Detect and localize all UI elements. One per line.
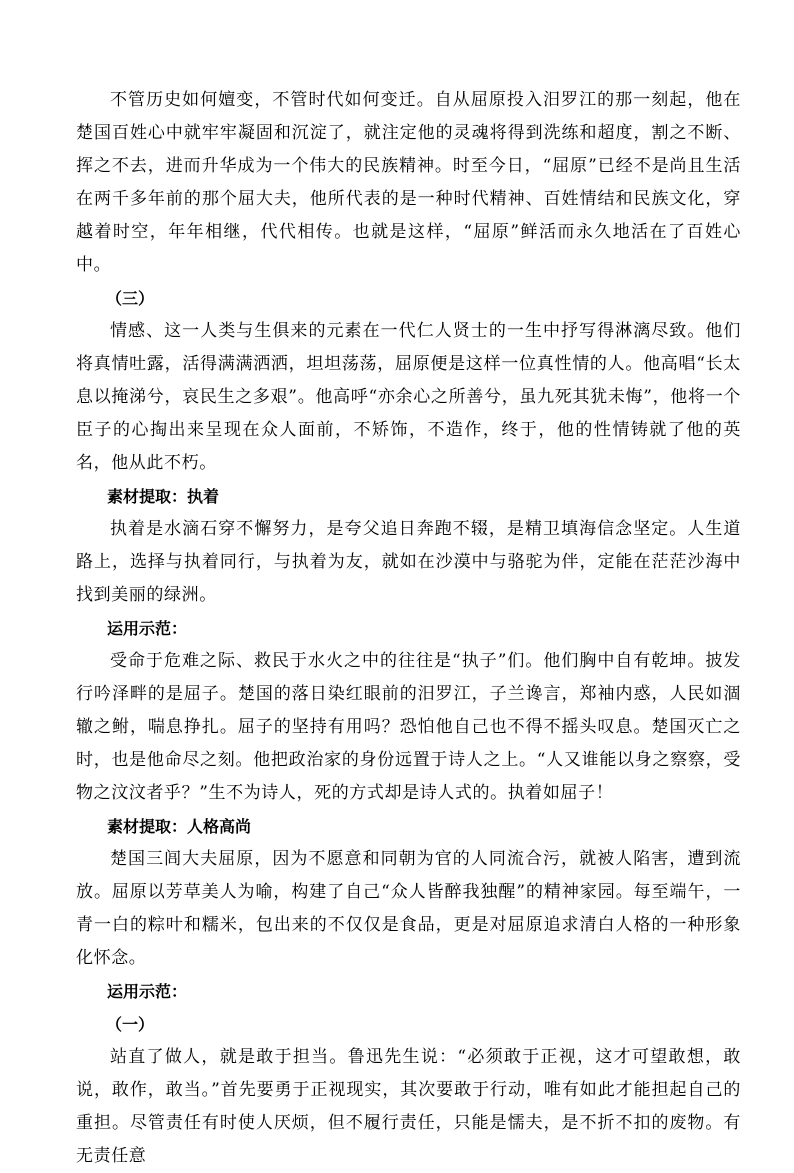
heading-material-persistence: 素材提取：执着 <box>107 487 220 506</box>
paragraph-qu-yuan-legacy: 不管历史如何嬗变，不管时代如何变迁。自从屈原投入汨罗江的那一刻起，他在楚国百姓心中就牢牢凝固和沉淀了，就注定他的灵魂将得到洗练和超度，割之不断、挥之不去，进而升华成为一个伟大的民族精神。时至今日，“屈原”已经不是尚且生活在两千多年前的那个屈大夫，他所代表的是一种时代精神、百姓情结和民族文化，穿越着时空，年年相继，代代相传。也就是这样，“屈原”鲜活而永久地活在了百姓心中。 <box>76 90 741 275</box>
heading-material-noble-character: 素材提取：人格高尚 <box>107 817 252 836</box>
paragraph-noble-character: 楚国三闾大夫屈原，因为不愿意和同朝为官的人同流合污，就被人陷害，遭到流放。屈原以芳草美人为喻，构建了自己“众人皆醉我独醒”的精神家园。每至端午，一青一白的粽叶和糯米，包出来的不仅仅是食品，更是对屈原追求清白人格的一种形象化怀念。 <box>76 849 741 968</box>
heading-usage-example-2: 运用示范： <box>107 982 188 1001</box>
paragraph-persistence: 执着是水滴石穿不懈努力，是夸父追日奔跑不辍，是精卫填海信念坚定。人生道路上，选择与执着同行，与执着为友，就如在沙漠中与骆驼为伴，定能在茫茫沙海中找到美丽的绿洲。 <box>76 519 741 605</box>
section-number-three: （三） <box>106 289 155 308</box>
paragraph-emotion: 情感、这一人类与生俱来的元素在一代仁人贤士的一生中抒写得淋漓尽致。他们将真情吐露，活得满满洒洒，坦坦荡荡，屈原便是这样一位真性情的人。他高唱“长太息以掩涕兮，哀民生之多艰”。他高呼“亦余心之所善兮，虽九死其犹未悔”，他将一个臣子的心掏出来呈现在众人面前，不矫饰，不造作，终于，他的性情铸就了他的英名，他从此不朽。 <box>76 321 741 473</box>
section-number-one: （一） <box>106 1015 155 1034</box>
document-page <box>76 84 741 1173</box>
paragraph-responsibility: 站直了做人，就是敢于担当。鲁迅先生说：“必须敢于正视，这才可望敢想，敢说，敢作，敢当。”首先要勇于正视现实，其次要敢于行动，唯有如此才能担起自己的重担。尽管责任有时使人厌烦，但不履行责任，只能是懦夫，是不折不扣的废物。有无责任意 <box>76 1047 741 1166</box>
heading-usage-example-1: 运用示范： <box>107 619 188 638</box>
paragraph-persistence-example: 受命于危难之际、救民于水火之中的往往是“执子”们。他们胸中自有乾坤。披发行吟泽畔的是屈子。楚国的落日染红眼前的汨罗江，子兰谗言，郑袖内惑，人民如涸辙之鲋，喘息挣扎。屈子的坚持有用吗？恐怕他自己也不得不摇头叹息。楚国灭亡之时，也是他命尽之刻。他把政治家的身份远置于诗人之上。“人又谁能以身之察察，受物之汶汶者乎？”生不为诗人，死的方式却是诗人式的。执着如屈子！ <box>76 651 741 803</box>
